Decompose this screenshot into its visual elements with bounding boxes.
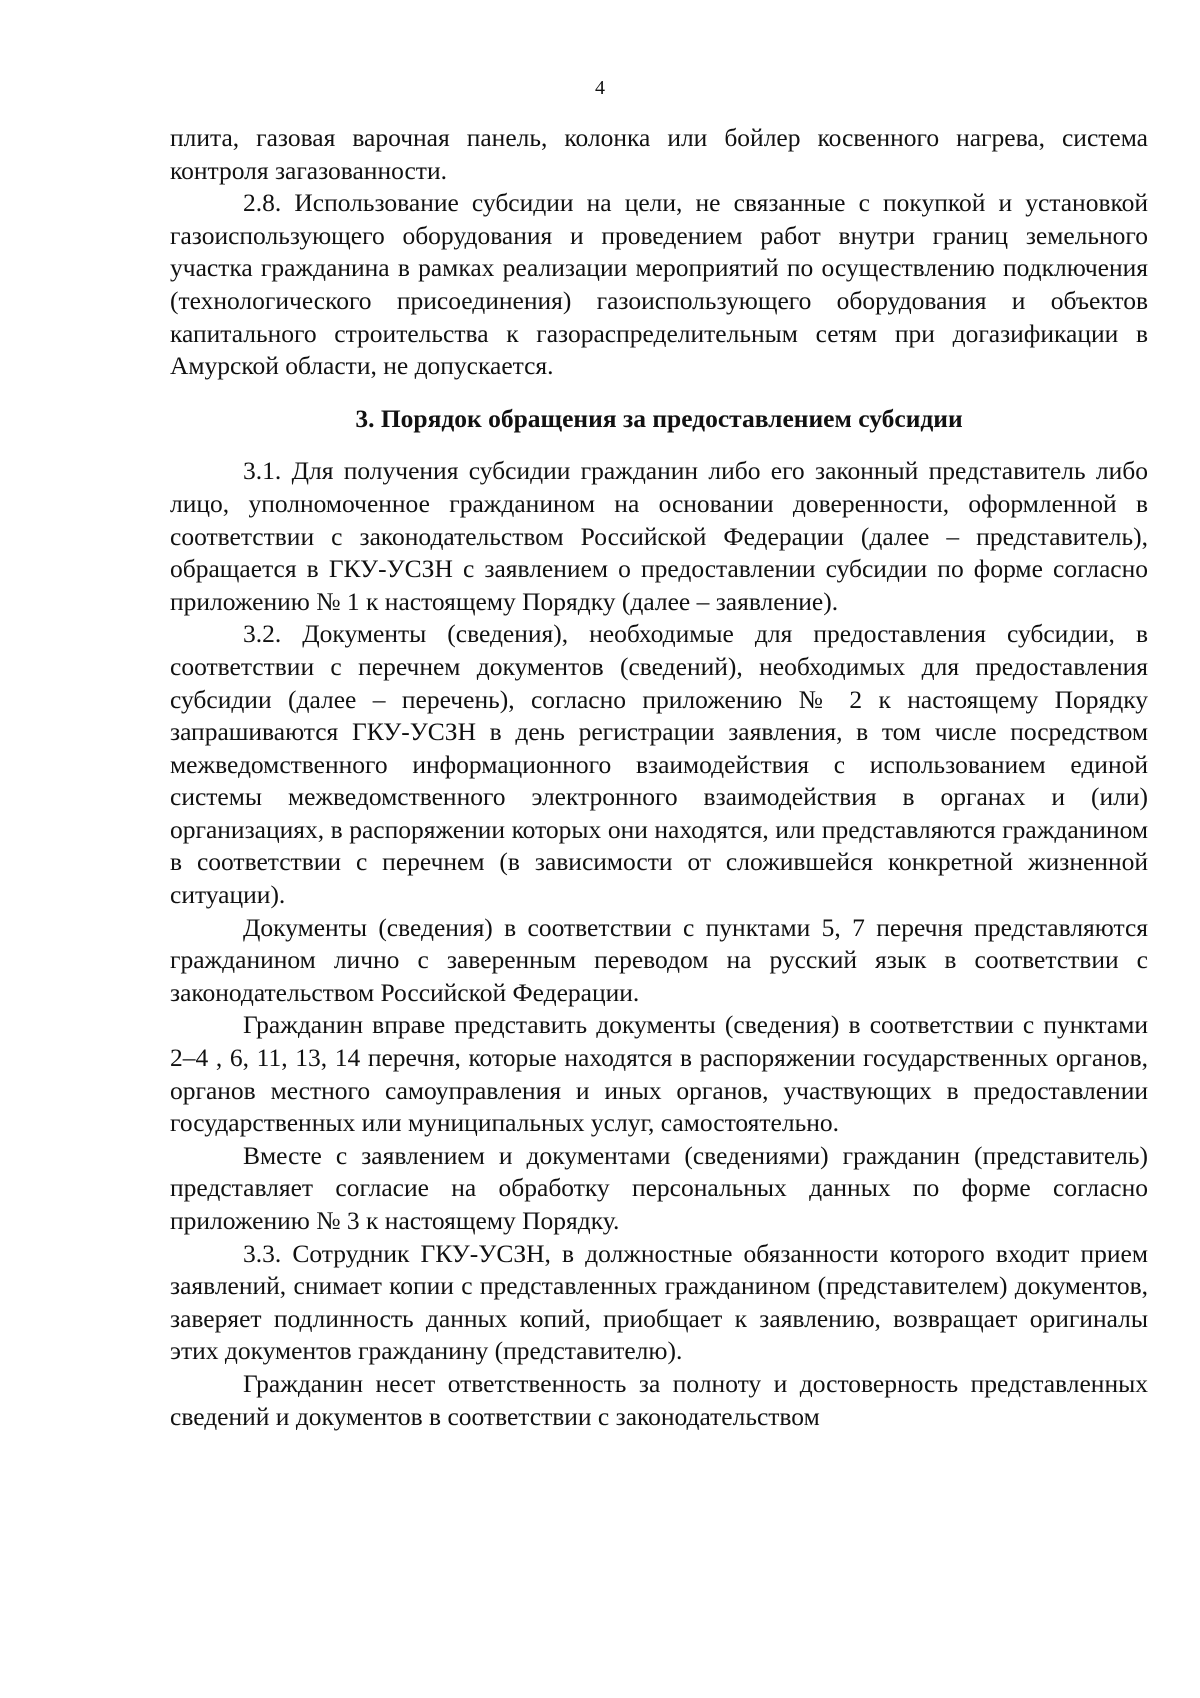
- paragraph-continuation: плита, газовая варочная панель, колонка или бойлер косвенного нагрева, система контроля загазованности.: [170, 123, 1148, 185]
- paragraph-documents-submission: Документы (сведения) в соответствии с пунктами 5, 7 перечня представляются гражданином лично с заверенным переводом на русский язык в соответствии с законодательством Российской Федерации.: [170, 912, 1148, 1007]
- paragraph-2-8: 2.8. Использование субсидии на цели, не связанные с покупкой и установкой газоиспользующего оборудования и проведением работ внутри границ земельного участка гражданина в рамках реализации мероприятий по осуществлению подключения (технологического присоединения) газоиспользующего оборудования и объектов капитального строительства к газораспределительным сетям при догазификации в Амурской области, не допускается.: [170, 188, 1148, 381]
- paragraph-3-1: 3.1. Для получения субсидии гражданин либо его законный представитель либо лицо, уполномоченное гражданином на основании доверенности, оформленной в соответствии с законодательством Российской Федерации (далее – представитель), обращается в ГКУ-УСЗН с заявлением о предоставлении субсидии по форме согласно приложению № 1 к настоящему Порядку (далее – заявление).: [170, 456, 1148, 616]
- paragraph-responsibility: Гражданин несет ответственность за полноту и достоверность представленных сведений и документов в соответствии с законодательством: [170, 1368, 1148, 1431]
- section-heading: 3. Порядок обращения за предоставлением субсидии: [355, 403, 963, 433]
- paragraph-3-3: 3.3. Сотрудник ГКУ-УСЗН, в должностные обязанности которого входит прием заявлений, снимает копии с представленных гражданином (представителем) документов, заверяет подлинность данных копий, приобщает к заявлению, возвращает оригиналы этих документов гражданину (представителю).: [170, 1238, 1148, 1366]
- paragraph-citizen-right: Гражданин вправе представить документы (сведения) в соответствии с пунктами 2–4 , 6, 11, 13, 14 перечня, которые находятся в распоряжении государственных органов, органов местного самоуправления и иных органов, участвующих в предоставлении государственных или муниципальных услуг, самостоятельно.: [170, 1010, 1148, 1138]
- paragraph-3-2: 3.2. Документы (сведения), необходимые для предоставления субсидии, в соответствии с перечнем документов (сведений), необходимых для предоставления субсидии (далее – перечень), согласно приложению № 2 к настоящему Порядку запрашиваются ГКУ-УСЗН в день регистрации заявления, в том числе посредством межведомственного информационного взаимодействия с использованием единой системы межведомственного электронного взаимодействия в органах и (или) организациях, в распоряжении которых они находятся, или представляются гражданином в соответствии с перечнем (в зависимости от сложившейся конкретной жизненной ситуации).: [170, 619, 1148, 910]
- page-number: 4: [595, 77, 605, 99]
- document-body: [170, 122, 1148, 1433]
- paragraph-consent: Вместе с заявлением и документами (сведениями) гражданин (представитель) представляет согласие на обработку персональных данных по форме согласно приложению № 3 к настоящему Порядку.: [170, 1140, 1148, 1235]
